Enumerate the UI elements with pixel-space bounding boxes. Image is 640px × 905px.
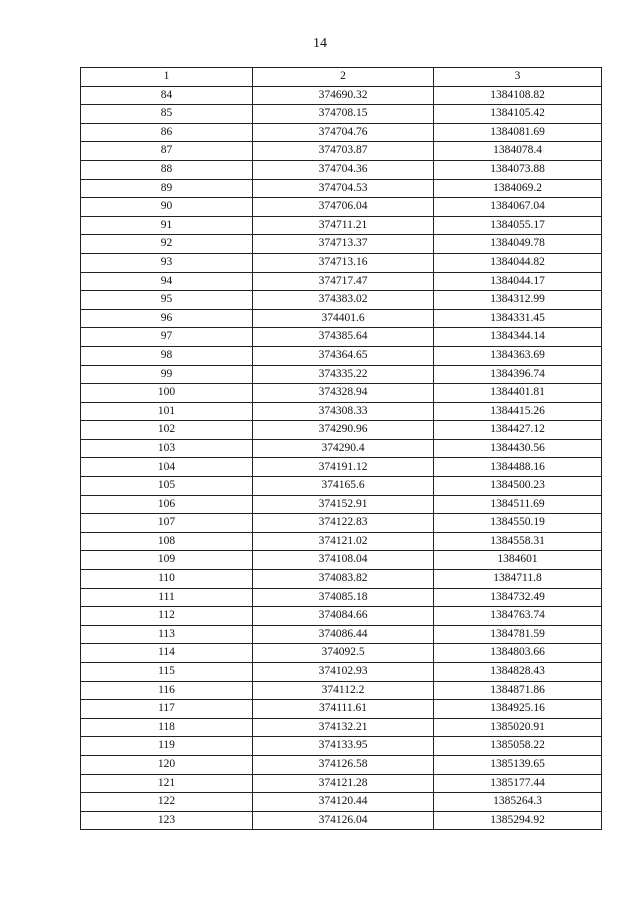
y-coordinate-cell: 1384828.43 xyxy=(434,663,602,682)
point-number-cell: 100 xyxy=(81,384,253,403)
table-row xyxy=(81,551,602,570)
table-row xyxy=(81,123,602,142)
point-number-cell: 123 xyxy=(81,811,253,830)
point-number-cell: 89 xyxy=(81,179,253,198)
table-row xyxy=(81,105,602,124)
table-header-row xyxy=(81,68,602,87)
y-coordinate-cell: 1385020.91 xyxy=(434,718,602,737)
point-number-cell: 91 xyxy=(81,216,253,235)
y-coordinate-cell: 1384925.16 xyxy=(434,700,602,719)
x-coordinate-cell: 374165.6 xyxy=(253,477,434,496)
y-coordinate-cell: 1384511.69 xyxy=(434,495,602,514)
point-number-cell: 93 xyxy=(81,253,253,272)
table-row xyxy=(81,142,602,161)
table-row xyxy=(81,198,602,217)
point-number-cell: 95 xyxy=(81,291,253,310)
x-coordinate-cell: 374132.21 xyxy=(253,718,434,737)
y-coordinate-cell: 1384081.69 xyxy=(434,123,602,142)
x-coordinate-cell: 374111.61 xyxy=(253,700,434,719)
x-coordinate-cell: 374385.64 xyxy=(253,328,434,347)
table-row xyxy=(81,681,602,700)
point-number-cell: 88 xyxy=(81,160,253,179)
x-coordinate-cell: 374704.76 xyxy=(253,123,434,142)
x-coordinate-cell: 374308.33 xyxy=(253,402,434,421)
point-number-cell: 109 xyxy=(81,551,253,570)
table-row xyxy=(81,588,602,607)
point-number-cell: 115 xyxy=(81,663,253,682)
point-number-cell: 101 xyxy=(81,402,253,421)
table-row xyxy=(81,346,602,365)
x-coordinate-cell: 374713.37 xyxy=(253,235,434,254)
y-coordinate-cell: 1385264.3 xyxy=(434,793,602,812)
table-row xyxy=(81,774,602,793)
point-number-cell: 94 xyxy=(81,272,253,291)
y-coordinate-cell: 1384601 xyxy=(434,551,602,570)
x-coordinate-cell: 374290.96 xyxy=(253,421,434,440)
table-row xyxy=(81,793,602,812)
point-number-cell: 99 xyxy=(81,365,253,384)
x-coordinate-cell: 374102.93 xyxy=(253,663,434,682)
point-number-cell: 116 xyxy=(81,681,253,700)
table-row xyxy=(81,179,602,198)
point-number-cell: 119 xyxy=(81,737,253,756)
column-header: 2 xyxy=(253,68,434,87)
x-coordinate-cell: 374335.22 xyxy=(253,365,434,384)
x-coordinate-cell: 374704.53 xyxy=(253,179,434,198)
page-number: 14 xyxy=(313,36,327,51)
y-coordinate-cell: 1384078.4 xyxy=(434,142,602,161)
table-row xyxy=(81,328,602,347)
x-coordinate-cell: 374703.87 xyxy=(253,142,434,161)
point-number-cell: 85 xyxy=(81,105,253,124)
coordinates-table xyxy=(80,67,602,830)
table-row xyxy=(81,495,602,514)
table-row xyxy=(81,644,602,663)
table-row xyxy=(81,421,602,440)
point-number-cell: 107 xyxy=(81,514,253,533)
point-number-cell: 110 xyxy=(81,570,253,589)
y-coordinate-cell: 1384344.14 xyxy=(434,328,602,347)
y-coordinate-cell: 1384500.23 xyxy=(434,477,602,496)
x-coordinate-cell: 374126.58 xyxy=(253,755,434,774)
point-number-cell: 92 xyxy=(81,235,253,254)
x-coordinate-cell: 374713.16 xyxy=(253,253,434,272)
table-row xyxy=(81,160,602,179)
table-row xyxy=(81,402,602,421)
table-row xyxy=(81,514,602,533)
y-coordinate-cell: 1384430.56 xyxy=(434,439,602,458)
x-coordinate-cell: 374690.32 xyxy=(253,86,434,105)
y-coordinate-cell: 1384055.17 xyxy=(434,216,602,235)
x-coordinate-cell: 374085.18 xyxy=(253,588,434,607)
y-coordinate-cell: 1384488.16 xyxy=(434,458,602,477)
x-coordinate-cell: 374084.66 xyxy=(253,607,434,626)
x-coordinate-cell: 374191.12 xyxy=(253,458,434,477)
x-coordinate-cell: 374328.94 xyxy=(253,384,434,403)
y-coordinate-cell: 1384396.74 xyxy=(434,365,602,384)
x-coordinate-cell: 374092.5 xyxy=(253,644,434,663)
table-row xyxy=(81,737,602,756)
table-row xyxy=(81,291,602,310)
table-row xyxy=(81,309,602,328)
x-coordinate-cell: 374708.15 xyxy=(253,105,434,124)
y-coordinate-cell: 1384069.2 xyxy=(434,179,602,198)
table-row xyxy=(81,272,602,291)
x-coordinate-cell: 374704.36 xyxy=(253,160,434,179)
point-number-cell: 87 xyxy=(81,142,253,161)
x-coordinate-cell: 374122.83 xyxy=(253,514,434,533)
point-number-cell: 120 xyxy=(81,755,253,774)
y-coordinate-cell: 1384044.82 xyxy=(434,253,602,272)
point-number-cell: 98 xyxy=(81,346,253,365)
table-row xyxy=(81,384,602,403)
y-coordinate-cell: 1384067.04 xyxy=(434,198,602,217)
y-coordinate-cell: 1384415.26 xyxy=(434,402,602,421)
point-number-cell: 84 xyxy=(81,86,253,105)
table-row xyxy=(81,458,602,477)
x-coordinate-cell: 374401.6 xyxy=(253,309,434,328)
y-coordinate-cell: 1384558.31 xyxy=(434,532,602,551)
table-row xyxy=(81,532,602,551)
table-body xyxy=(81,86,602,830)
point-number-cell: 114 xyxy=(81,644,253,663)
table-row xyxy=(81,811,602,830)
table-row xyxy=(81,663,602,682)
table-row xyxy=(81,625,602,644)
point-number-cell: 102 xyxy=(81,421,253,440)
point-number-cell: 96 xyxy=(81,309,253,328)
y-coordinate-cell: 1385177.44 xyxy=(434,774,602,793)
x-coordinate-cell: 374133.95 xyxy=(253,737,434,756)
point-number-cell: 86 xyxy=(81,123,253,142)
point-number-cell: 121 xyxy=(81,774,253,793)
table-row xyxy=(81,235,602,254)
y-coordinate-cell: 1385058.22 xyxy=(434,737,602,756)
y-coordinate-cell: 1384073.88 xyxy=(434,160,602,179)
y-coordinate-cell: 1384044.17 xyxy=(434,272,602,291)
table-row xyxy=(81,365,602,384)
point-number-cell: 122 xyxy=(81,793,253,812)
column-header: 3 xyxy=(434,68,602,87)
table-row xyxy=(81,439,602,458)
x-coordinate-cell: 374717.47 xyxy=(253,272,434,291)
x-coordinate-cell: 374126.04 xyxy=(253,811,434,830)
y-coordinate-cell: 1384763.74 xyxy=(434,607,602,626)
table-row xyxy=(81,216,602,235)
table-row xyxy=(81,607,602,626)
point-number-cell: 108 xyxy=(81,532,253,551)
y-coordinate-cell: 1384711.8 xyxy=(434,570,602,589)
x-coordinate-cell: 374121.02 xyxy=(253,532,434,551)
x-coordinate-cell: 374108.04 xyxy=(253,551,434,570)
y-coordinate-cell: 1384331.45 xyxy=(434,309,602,328)
y-coordinate-cell: 1384781.59 xyxy=(434,625,602,644)
y-coordinate-cell: 1385294.92 xyxy=(434,811,602,830)
y-coordinate-cell: 1384871.86 xyxy=(434,681,602,700)
x-coordinate-cell: 374121.28 xyxy=(253,774,434,793)
y-coordinate-cell: 1384363.69 xyxy=(434,346,602,365)
x-coordinate-cell: 374290.4 xyxy=(253,439,434,458)
y-coordinate-cell: 1384732.49 xyxy=(434,588,602,607)
x-coordinate-cell: 374086.44 xyxy=(253,625,434,644)
point-number-cell: 104 xyxy=(81,458,253,477)
x-coordinate-cell: 374364.65 xyxy=(253,346,434,365)
x-coordinate-cell: 374706.04 xyxy=(253,198,434,217)
column-header: 1 xyxy=(81,68,253,87)
x-coordinate-cell: 374383.02 xyxy=(253,291,434,310)
x-coordinate-cell: 374120.44 xyxy=(253,793,434,812)
table-row xyxy=(81,570,602,589)
y-coordinate-cell: 1384105.42 xyxy=(434,105,602,124)
point-number-cell: 103 xyxy=(81,439,253,458)
y-coordinate-cell: 1384312.99 xyxy=(434,291,602,310)
table-row xyxy=(81,253,602,272)
x-coordinate-cell: 374112.2 xyxy=(253,681,434,700)
y-coordinate-cell: 1384550.19 xyxy=(434,514,602,533)
x-coordinate-cell: 374083.82 xyxy=(253,570,434,589)
table-row xyxy=(81,477,602,496)
point-number-cell: 113 xyxy=(81,625,253,644)
point-number-cell: 117 xyxy=(81,700,253,719)
table-row xyxy=(81,700,602,719)
y-coordinate-cell: 1385139.65 xyxy=(434,755,602,774)
table-row xyxy=(81,718,602,737)
point-number-cell: 111 xyxy=(81,588,253,607)
y-coordinate-cell: 1384427.12 xyxy=(434,421,602,440)
y-coordinate-cell: 1384049.78 xyxy=(434,235,602,254)
point-number-cell: 97 xyxy=(81,328,253,347)
y-coordinate-cell: 1384803.66 xyxy=(434,644,602,663)
point-number-cell: 105 xyxy=(81,477,253,496)
x-coordinate-cell: 374152.91 xyxy=(253,495,434,514)
table-row xyxy=(81,86,602,105)
point-number-cell: 112 xyxy=(81,607,253,626)
point-number-cell: 90 xyxy=(81,198,253,217)
point-number-cell: 118 xyxy=(81,718,253,737)
y-coordinate-cell: 1384108.82 xyxy=(434,86,602,105)
x-coordinate-cell: 374711.21 xyxy=(253,216,434,235)
table-row xyxy=(81,755,602,774)
point-number-cell: 106 xyxy=(81,495,253,514)
y-coordinate-cell: 1384401.81 xyxy=(434,384,602,403)
